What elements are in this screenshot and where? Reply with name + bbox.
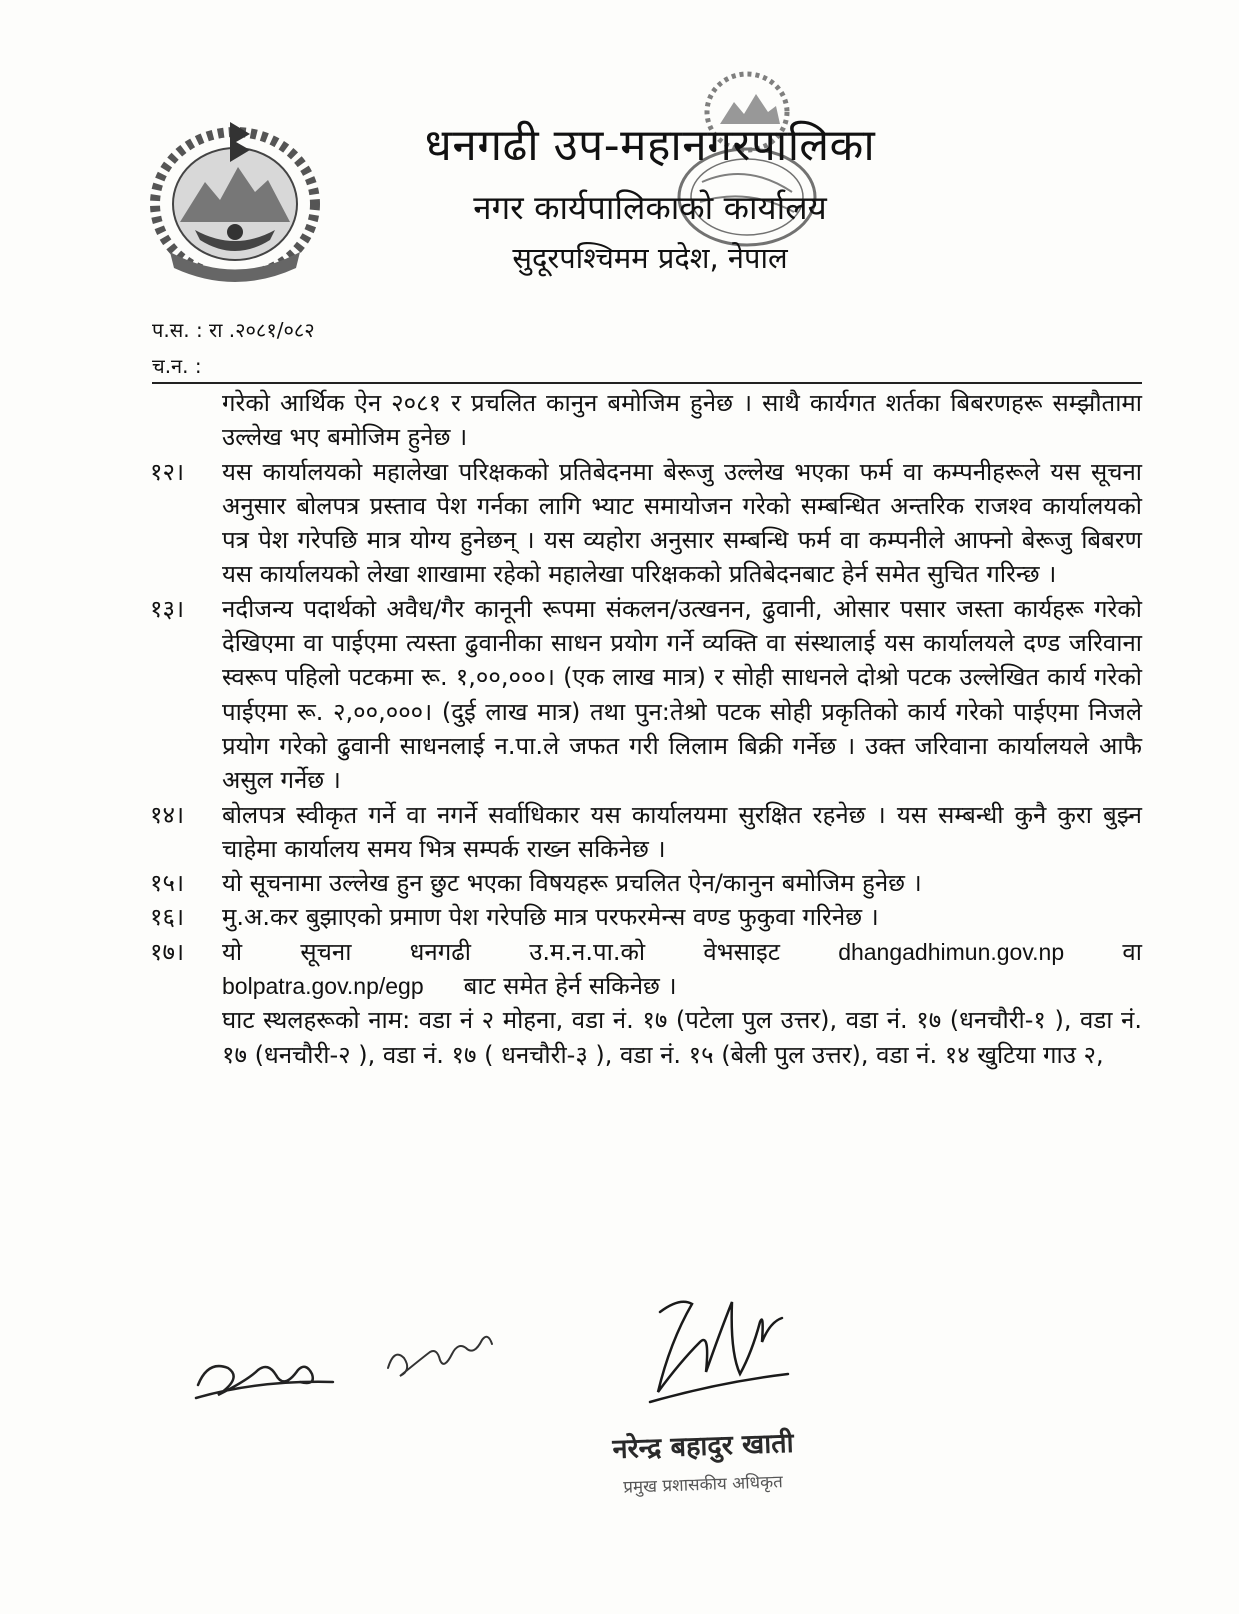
clause-number: १४। — [150, 800, 185, 829]
officer-signature — [640, 1282, 790, 1412]
clause-text: बोलपत्र स्वीकृत गर्ने वा नगर्ने सर्वाधिकार यस कार्यालयमा सुरक्षित रहनेछ । यस सम्बन्धी कुनै कुरा बुझ्न चाहेमा कार्यालय समय भित्र सम्पर्क राख्न सकिनेछ । — [222, 800, 1142, 863]
municipality-website: dhangadhimun.gov.np — [838, 938, 1065, 965]
dispatch-number: च.न. : — [152, 354, 202, 378]
bolpatra-website: bolpatra.gov.np/egp — [222, 973, 424, 1000]
clause-number: १३। — [150, 594, 185, 623]
clause-number: १२। — [150, 457, 185, 486]
clause-13 — [150, 592, 1142, 798]
clause17-word: सूचना — [300, 937, 352, 966]
clause17-word: वा — [1122, 937, 1142, 966]
clause-17 — [150, 935, 1142, 1004]
clause-text: यस कार्यालयको महालेखा परिक्षकको प्रतिबेदनमा बेरूजु उल्लेख भएका फर्म वा कम्पनीहरूले यस सूचना अनुसार बोलपत्र प्रस्ताव पेश गर्नका लागि भ्याट समायोजन गरेको सम्बन्धित अन्तरिक राजश्व कार्यालयको पत्र पेश गरेपछि मात्र योग्य हुनेछन् । यस व्यहोरा अनुसार सम्बन्धि फर्म वा कम्पनीले आफ्नो बेरूजु बिबरण यस कार्यालयको लेखा शाखामा रहेको महालेखा परिक्षकको प्रतिबेदनबाट हेर्न समेत सुचित गरिन्छ । — [222, 457, 1142, 589]
website-line-2 — [222, 969, 1142, 1003]
handwritten-signature-2 — [382, 1318, 497, 1388]
signatory-name: नरेन्द्र बहादुर खाती — [612, 1427, 795, 1466]
office-name: नगर कार्यपालिकाको कार्यालय — [473, 188, 827, 227]
nepal-emblem-icon — [150, 112, 320, 284]
clause17-word: उ.म.न.पा.को — [529, 937, 646, 966]
clause-16 — [150, 900, 1142, 934]
clause-text: मु.अ.कर बुझाएको प्रमाण पेश गरेपछि मात्र परफरमेन्स वण्ड फुकुवा गरिनेछ । — [222, 903, 879, 932]
clause17-word: धनगढी — [409, 937, 471, 966]
ghat-sites-text: घाट स्थलहरूको नाम: वडा नं २ मोहना, वडा नं. १७ (पटेला पुल उत्तर), वडा नं. १७ (धनचौरी-१ ), वडा नं. १७ (धनचौरी-२ ), वडा नं. १७ ( धनचौरी-३ ), वडा नं. १५ (बेली पुल उत्तर), वडा नं. १४ खुटिया गाउ २, — [222, 1006, 1142, 1069]
clause17-word: वेभसाइट — [703, 937, 780, 966]
province-name: सुदूरपश्चिमम प्रदेश, नेपाल — [512, 241, 788, 275]
notice-body — [150, 386, 1142, 1072]
header-divider — [152, 382, 1142, 384]
clause-15 — [150, 866, 1142, 900]
handwritten-signature-1 — [188, 1340, 338, 1410]
clause-text: नदीजन्य पदार्थको अवैध/गैर कानूनी रूपमा संकलन/उत्खनन, ढुवानी, ओसार पसार जस्ता कार्यहरू गरेको देखिएमा वा पाईएमा त्यस्ता ढुवानीका साधन प्रयोग गर्ने व्यक्ति वा संस्थालाई यस कार्यालयले दण्ड जरिवाना स्वरूप पहिलो पटकमा रू. १,००,०००। (एक लाख मात्र) र सोही साधनले दोश्रो पटक उल्लेखित कार्य गरेको पाईएमा रू. २,००,०००। (दुई लाख मात्र) तथा पुन:तेश्रो पटक सोही प्रकृतिको कार्य गरेको पाईएमा निजले प्रयोग गरेको ढुवानी साधनलाई न.पा.ले जफत गरी लिलाम बिक्री गर्नेछ । उक्त जरिवाना कार्यालयले आफै असुल गर्नेछ । — [222, 594, 1142, 795]
clause-number: १७। — [150, 937, 185, 966]
ghat-sites-paragraph — [150, 1003, 1142, 1072]
clause17-word: यो — [222, 937, 243, 966]
clause-text: गरेको आर्थिक ऐन २०८१ र प्रचलित कानुन बमोजिम हुनेछ । साथै कार्यगत शर्तका बिबरणहरू सम्झौतामा उल्लेख भए बमोजिम हुनेछ । — [222, 389, 1142, 452]
reference-number: प.स. : रा .२०८१/०८२ — [152, 318, 315, 342]
clause-12 — [150, 455, 1142, 592]
clause17-tail: बाट समेत हेर्न सकिनेछ । — [463, 972, 677, 1001]
clause-14 — [150, 798, 1142, 867]
clause-text: यो सूचनामा उल्लेख हुन छुट भएका विषयहरू प्रचलित ऐन/कानुन बमोजिम हुनेछ । — [222, 869, 922, 898]
clause-number: १६। — [150, 903, 185, 932]
clause-continuation — [150, 386, 1142, 455]
signatory-title: प्रमुख प्रशासकीय अधिकृत — [622, 1472, 784, 1498]
website-line — [222, 935, 1142, 969]
org-title: धनगढी उप-महानगरपालिका — [424, 120, 876, 171]
clause-number: १५। — [150, 869, 185, 898]
